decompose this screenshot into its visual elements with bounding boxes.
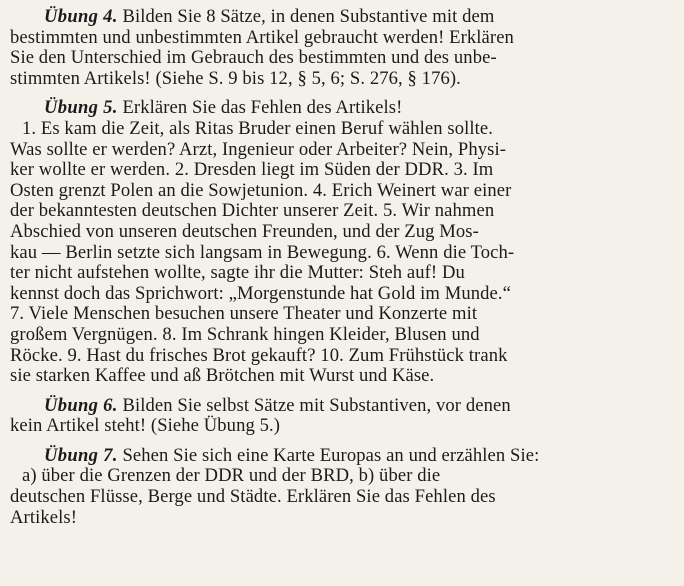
exercise-4-line-4: stimmten Artikels! (Siehe S. 9 bis 12, § 5, 6; S. 276, § 176). [10,67,461,89]
exercise-7-line-3: deutschen Flüsse, Berge und Städte. Erklären Sie das Fehlen des [10,486,496,508]
exercise-7 [10,446,672,528]
exercise-6-heading-line [10,396,672,417]
exercise-5-title: Übung 5. [44,97,118,119]
exercise-6-line-1: Bilden Sie selbst Sätze mit Substantiven, vor denen [117,394,511,416]
exercise-5-line-10: kennst doch das Sprichwort: „Morgenstunde hat Gold im Munde.“ [10,282,511,304]
exercise-5-line-12: großem Vergnügen. 8. Im Schrank hingen Kleider, Blusen und [10,323,480,345]
exercise-7-line-1: Sehen Sie sich eine Karte Europas an und erzählen Sie: [117,444,540,466]
exercise-4-heading-line [10,7,672,28]
exercise-5-line-8: kau — Berlin setzte sich langsam in Bewegung. 6. Wenn die Toch- [10,241,515,263]
exercise-5-line-9: ter nicht aufstehen wollte, sagte ihr die Mutter: Steh auf! Du [10,262,465,284]
exercise-5-line-7: Abschied von unseren deutschen Freunden, und der Zug Mos- [10,220,479,242]
exercise-5-line-13: Röcke. 9. Hast du frisches Brot gekauft? 10. Zum Frühstück trank [10,344,508,366]
exercise-7-heading-line [10,446,672,467]
exercise-6-title: Übung 6. [44,394,118,416]
exercise-7-line-4: Artikels! [10,506,77,528]
exercise-5-line-14: sie starken Kaffee und aß Brötchen mit Wurst und Käse. [10,365,435,387]
exercise-5-line-4: ker wollte er werden. 2. Dresden liegt im Süden der DDR. 3. Im [10,159,494,181]
exercise-4-line-1: Bilden Sie 8 Sätze, in denen Substantive mit dem [117,6,495,27]
exercise-4-title: Übung 4. [44,6,118,27]
exercise-6 [10,396,672,437]
exercise-5 [10,98,672,386]
exercise-6-line-2: kein Artikel steht! (Siehe Übung 5.) [10,415,281,437]
exercise-5-line-6: der bekanntesten deutschen Dichter unserer Zeit. 5. Wir nahmen [10,200,495,222]
exercise-5-line-3: Was sollte er werden? Arzt, Ingenieur oder Arbeiter? Nein, Physi- [10,138,507,160]
exercise-4-line-2: bestimmten und unbestimmten Artikel gebraucht werden! Erklären [10,26,514,48]
exercise-5-heading-line [10,98,672,119]
exercise-7-line-2: a) über die Grenzen der DDR und der BRD, b) über die [22,465,441,487]
exercise-5-line-5: Osten grenzt Polen an die Sowjetunion. 4. Erich Weinert war einer [10,179,512,201]
exercise-7-title: Übung 7. [44,444,118,466]
exercise-5-line-11: 7. Viele Menschen besuchen unsere Theater und Konzerte mit [10,303,478,325]
exercise-4-line-3: Sie den Unterschied im Gebrauch des bestimmten und des unbe- [10,47,497,69]
exercise-5-line-1: Erklären Sie das Fehlen des Artikels! [117,97,403,119]
exercise-4 [10,7,672,89]
exercise-5-line-2: 1. Es kam die Zeit, als Ritas Bruder einen Beruf wählen sollte. [22,117,494,139]
